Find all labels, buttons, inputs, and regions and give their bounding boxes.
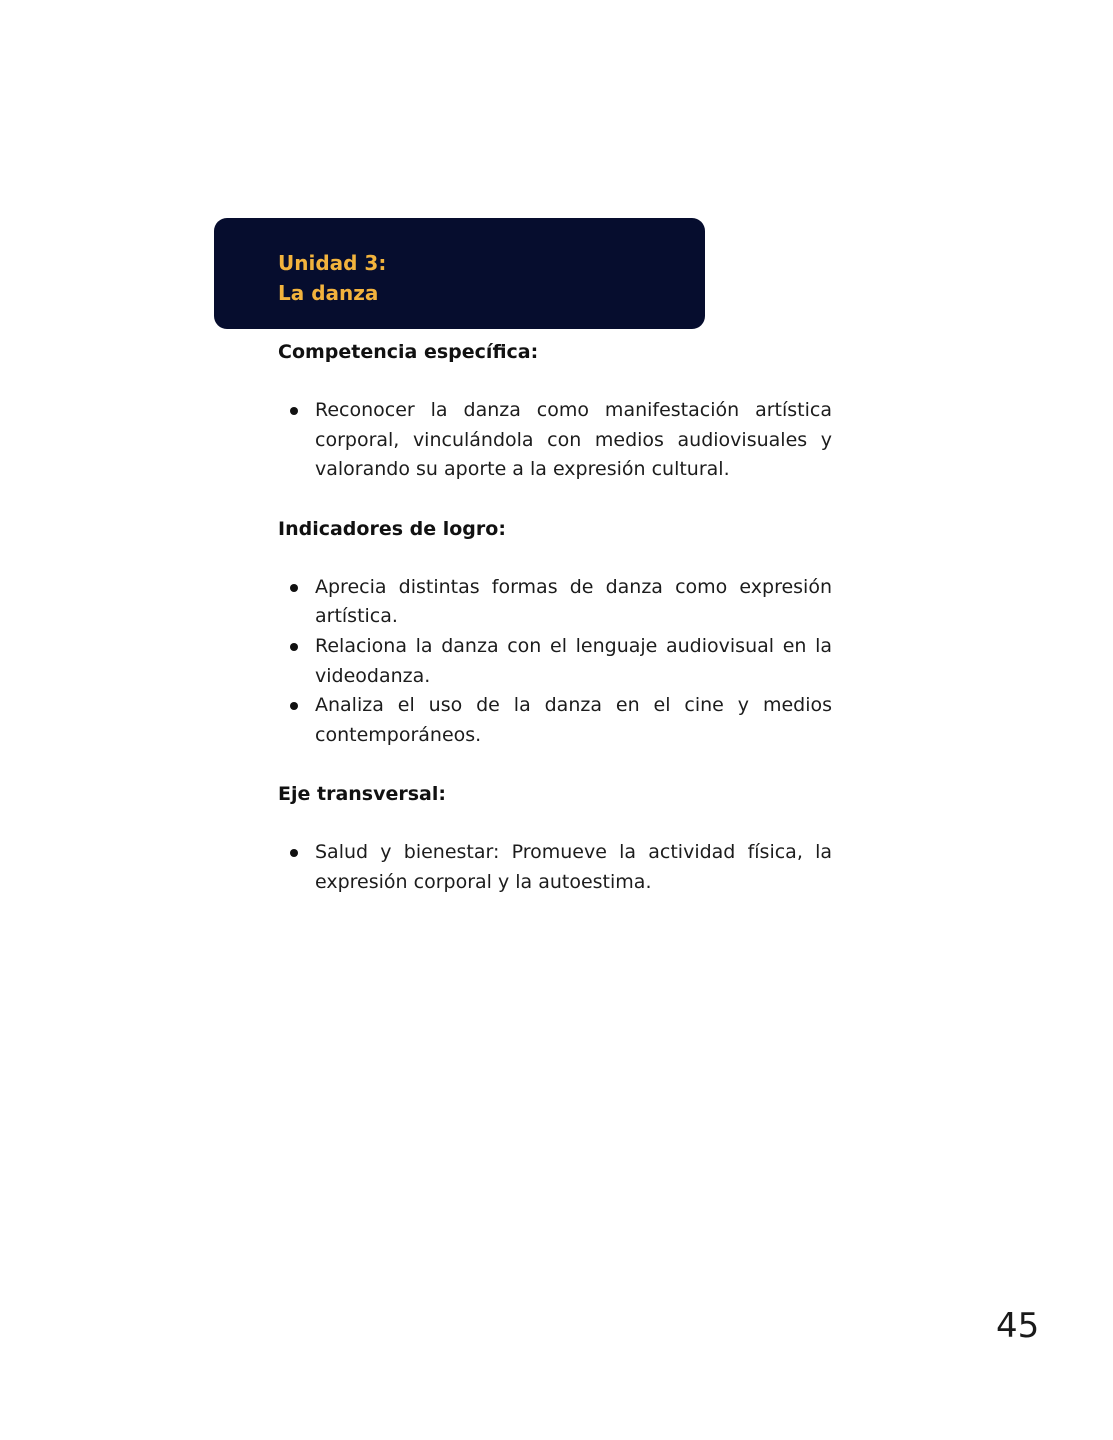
bullet-icon: [290, 643, 298, 651]
unit-name-label: La danza: [278, 281, 379, 305]
bullet-list: [278, 838, 832, 897]
unit-title: [278, 248, 386, 308]
section-eje-transversal: [278, 779, 832, 897]
unit-title-banner: [214, 218, 705, 329]
section-competencia: [278, 337, 832, 485]
list-item: [278, 632, 832, 691]
section-heading: Eje transversal:: [278, 783, 446, 806]
list-item-text: Salud y bienestar: Promueve la actividad física, la expresión corporal y la autoestima.: [315, 841, 832, 893]
list-item: [278, 573, 832, 632]
section-heading: Indicadores de logro:: [278, 517, 506, 540]
list-item: [278, 396, 832, 485]
page-number: 45: [996, 1306, 1040, 1346]
bullet-list: [278, 396, 832, 485]
unit-content: [278, 337, 832, 927]
bullet-icon: [290, 584, 298, 592]
list-item-text: Reconocer la danza como manifestación artística corporal, vinculándola con medios audiovisuales y valorando su aporte a la expresión cultural.: [315, 399, 832, 481]
bullet-list: [278, 573, 832, 751]
list-item-text: Relaciona la danza con el lenguaje audiovisual en la videodanza.: [315, 634, 832, 687]
bullet-icon: [290, 407, 298, 415]
list-item-text: Aprecia distintas formas de danza como expresión artística.: [315, 575, 832, 628]
bullet-icon: [290, 702, 298, 710]
list-item: [278, 691, 832, 750]
bullet-icon: [290, 849, 298, 857]
unit-number-label: Unidad 3:: [278, 251, 387, 275]
section-indicadores: [278, 514, 832, 751]
list-item: [278, 838, 832, 897]
section-heading: Competencia específica:: [278, 341, 539, 363]
list-item-text: Analiza el uso de la danza en el cine y medios contemporáneos.: [315, 694, 832, 746]
